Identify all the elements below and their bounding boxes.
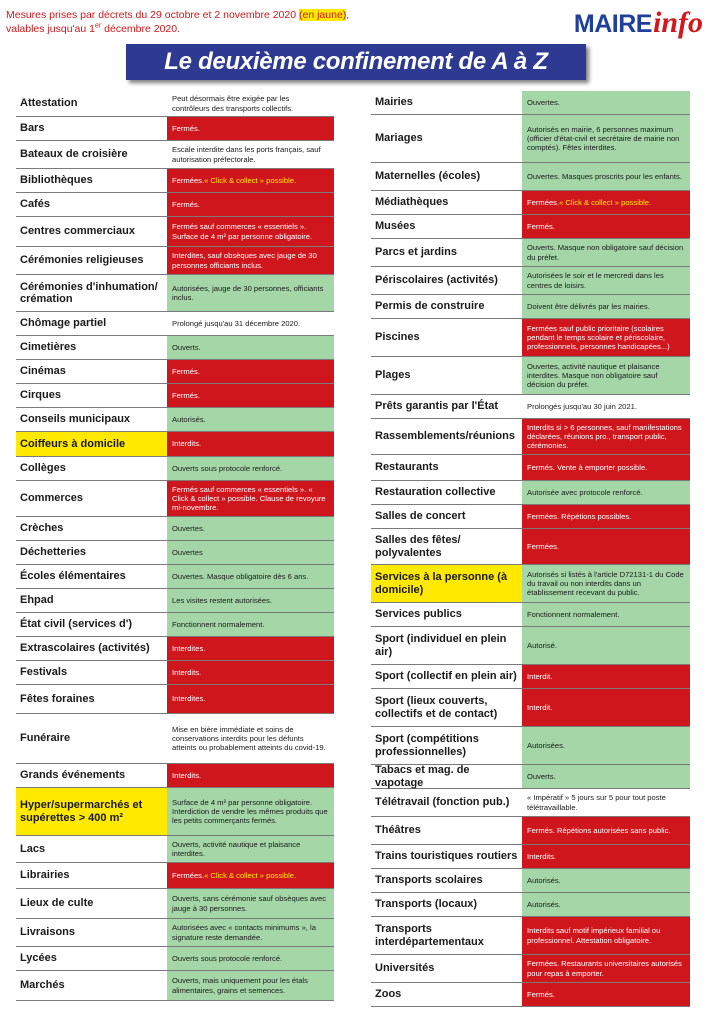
- measure-status-green: Ouverts. Masque non obligatoire sauf décision du préfet.: [522, 239, 690, 266]
- table-row-coiffeurs-a-domicile: [16, 432, 334, 457]
- measure-name: Extrascolaires (activités): [16, 637, 167, 660]
- measure-status-red: Interdits.: [167, 764, 334, 787]
- measure-status-red: Fermés.: [167, 193, 334, 216]
- measure-name: Tabacs et mag. de vapotage: [371, 765, 522, 788]
- measure-name: Chômage partiel: [16, 312, 167, 335]
- table-row-tabacs-et-mag-de-vapotage: [371, 765, 690, 789]
- table-row-periscolaires-activites: [371, 267, 690, 295]
- measure-status-green: Autorisé.: [522, 627, 690, 664]
- measure-status-red: Fermées. Répétions possibles.: [522, 505, 690, 528]
- table-row-restauration-collective: [371, 481, 690, 505]
- measure-name: Services publics: [371, 603, 522, 626]
- measure-name: Médiathèques: [371, 191, 522, 214]
- measure-name: Attestation: [16, 91, 167, 116]
- table-row-chomage-partiel: [16, 312, 334, 336]
- measure-status-green: Fonctionnent normalement.: [522, 603, 690, 626]
- table-row-prets-garantis-par-l-etat: [371, 395, 690, 419]
- measure-status-red: Fermés.: [522, 215, 690, 238]
- measure-name: Services à la personne (à domicile): [371, 565, 522, 602]
- measure-name: Cafés: [16, 193, 167, 216]
- measure-name: Transports scolaires: [371, 869, 522, 892]
- measure-name: Mairies: [371, 91, 522, 114]
- table-row-lacs: [16, 836, 334, 863]
- measure-status-green: Autorisés.: [522, 869, 690, 892]
- intro-text: ,: [346, 9, 350, 21]
- measure-status-red: Fermés sauf commerces « essentiels ». Surface de 4 m² par personne obligatoire.: [167, 217, 334, 246]
- measure-name: Sport (compétitions professionnelles): [371, 727, 522, 764]
- measure-status-red: Interdites.: [167, 685, 334, 713]
- measure-name: Plages: [371, 357, 522, 394]
- measure-status-green: Ouvertes: [167, 541, 334, 564]
- measure-status-green: Autorisées.: [522, 727, 690, 764]
- measure-status-red: Interdites.: [167, 637, 334, 660]
- table-row-zoos: [371, 983, 690, 1007]
- table-row-librairies: [16, 863, 334, 889]
- measure-status-green: Ouverts.: [167, 336, 334, 359]
- measure-name: Livraisons: [16, 919, 167, 946]
- table-row-permis-de-construire: [371, 295, 690, 319]
- measure-status-green: Ouverts.: [522, 765, 690, 788]
- measure-name: Grands événements: [16, 764, 167, 787]
- measure-name: Crèches: [16, 517, 167, 540]
- table-row-dechetteries: [16, 541, 334, 565]
- table-row-cirques: [16, 384, 334, 408]
- table-row-services-publics: [371, 603, 690, 627]
- measure-status-red: Fermés sauf commerces « essentiels ». « Click & collect » possible. Clause de revoyure mi-novembre.: [167, 481, 334, 516]
- measure-name: Festivals: [16, 661, 167, 684]
- measure-name: Rassemblements/réunions: [371, 419, 522, 454]
- table-row-sport-competitions-professionnelles: [371, 727, 690, 765]
- measure-name: Cérémonies d'inhumation/ crémation: [16, 275, 167, 311]
- table-row-centres-commerciaux: [16, 217, 334, 247]
- measure-status-red: Interdits.: [522, 845, 690, 868]
- table-row-plages: [371, 357, 690, 395]
- measure-name: Sport (lieux couverts, collectifs et de contact): [371, 689, 522, 726]
- measure-status-red: Fermés.: [167, 360, 334, 383]
- measure-status-red: Fermés.: [522, 983, 690, 1006]
- measure-name: Transports (locaux): [371, 893, 522, 916]
- measure-name: Théâtres: [371, 817, 522, 844]
- measure-name: Hyper/supermarchés et supérettes > 400 m²: [16, 788, 167, 835]
- measure-status-white: « Impératif » 5 jours sur 5 pour tout poste télétravaillable.: [522, 789, 690, 816]
- table-row-festivals: [16, 661, 334, 685]
- table-row-creches: [16, 517, 334, 541]
- measure-name: Coiffeurs à domicile: [16, 432, 167, 456]
- table-row-ceremonies-d-inhumation-cremation: [16, 275, 334, 312]
- table-row-teletravail-fonction-pub: [371, 789, 690, 817]
- measure-status-red: Interdit.: [522, 689, 690, 726]
- measure-status-green: Doivent être délivrés par les mairies.: [522, 295, 690, 318]
- measure-status-red: Interdit.: [522, 665, 690, 688]
- measure-name: Sport (collectif en plein air): [371, 665, 522, 688]
- measure-status-green: Ouverts sous protocole renforcé.: [167, 947, 334, 970]
- highlight-legend: (en jaune): [299, 9, 347, 21]
- measure-name: Restauration collective: [371, 481, 522, 504]
- measure-status-green: Autorisés.: [522, 893, 690, 916]
- table-row-transports-locaux: [371, 893, 690, 917]
- measure-status-red: Fermées. « Click & collect » possible.: [167, 863, 334, 888]
- measure-status-green: Autorisées avec « contacts minimums », la signature reste demandée.: [167, 919, 334, 946]
- intro-text: décembre 2020.: [101, 23, 181, 35]
- table-row-mariages: [371, 115, 690, 163]
- measure-name: Périscolaires (activités): [371, 267, 522, 294]
- measure-name: Écoles élémentaires: [16, 565, 167, 588]
- table-row-bibliotheques: [16, 169, 334, 193]
- table-row-marches: [16, 971, 334, 1001]
- measure-name: Maternelles (écoles): [371, 163, 522, 190]
- measure-status-green: Autorisés.: [167, 408, 334, 431]
- measure-status-red: Fermés.: [167, 384, 334, 407]
- intro-text: Mesures prises par décrets du 29 octobre et 2 novembre 2020: [6, 9, 299, 21]
- measure-name: Cirques: [16, 384, 167, 407]
- measure-status-green: Autorisées, jauge de 30 personnes, officiants inclus.: [167, 275, 334, 311]
- measure-name: Bars: [16, 117, 167, 140]
- measure-status-green: Surface de 4 m² par personne obligatoire. Interdiction de vendre les mêmes produits que les petits commerçants fermés.: [167, 788, 334, 835]
- measure-status-red: Interdits sauf motif impérieux familial ou professionnel. Attestation obligatoire.: [522, 917, 690, 954]
- table-row-extrascolaires-activites: [16, 637, 334, 661]
- measure-name: Cimetières: [16, 336, 167, 359]
- table-row-universites: [371, 955, 690, 983]
- measure-status-green: Ouverts, sans cérémonie sauf obsèques avec jauge à 30 personnes.: [167, 889, 334, 918]
- measure-status-green: Autorisés si listés à l'article D72131-1 du Code du travail ou non interdits dans un établissement recevant du public.: [522, 565, 690, 602]
- table-row-restaurants: [371, 455, 690, 481]
- measure-name: Prêts garantis par l'État: [371, 395, 522, 418]
- measure-status-green: Ouvertes. Masque obligatoire dès 6 ans.: [167, 565, 334, 588]
- measure-status-green: Ouverts, activité nautique et plaisance interdites.: [167, 836, 334, 862]
- measure-name: Fêtes foraines: [16, 685, 167, 713]
- measure-name: Collèges: [16, 457, 167, 480]
- measure-status-green: Ouvertes.: [522, 91, 690, 114]
- measure-name: Zoos: [371, 983, 522, 1006]
- measure-name: Marchés: [16, 971, 167, 1000]
- table-row-livraisons: [16, 919, 334, 947]
- measure-status-red: Interdites, sauf obsèques avec jauge de 30 personnes officiants inclus.: [167, 247, 334, 274]
- measure-name: Funéraire: [16, 714, 167, 763]
- intro-note: [6, 8, 406, 36]
- measure-status-white: Prolongé jusqu'au 31 décembre 2020.: [167, 312, 334, 335]
- page-title: Le deuxième confinement de A à Z: [126, 44, 586, 80]
- measure-status-red: Fermées. « Click & collect » possible.: [167, 169, 334, 192]
- measure-status-white: Mise en bière immédiate et soins de conservations interdits pour les défunts atteints ou probablement atteints du covid-19.: [167, 714, 334, 763]
- table-row-cinemas: [16, 360, 334, 384]
- table-row-funeraire: [16, 714, 334, 764]
- measure-name: Piscines: [371, 319, 522, 356]
- table-row-colleges: [16, 457, 334, 481]
- table-row-trains-touristiques-routiers: [371, 845, 690, 869]
- measure-name: Lacs: [16, 836, 167, 862]
- measure-status-white: Escale interdite dans les ports français, sauf autorisation préfectorale.: [167, 141, 334, 168]
- measure-status-red: Interdits si > 6 personnes, sauf manifestations déclarées, réunions pro., transport public, cérémonies.: [522, 419, 690, 454]
- measure-status-green: Ouvertes. Masques proscrits pour les enfants.: [522, 163, 690, 190]
- measure-status-red: Fermées sauf public prioritaire (scolaires pendant le temps scolaire et périscolaire, professionnels, personnes handicapées...): [522, 319, 690, 356]
- measure-name: Centres commerciaux: [16, 217, 167, 246]
- measure-status-red: Fermées.: [522, 529, 690, 564]
- measure-name: Cérémonies religieuses: [16, 247, 167, 274]
- table-row-lieux-de-culte: [16, 889, 334, 919]
- measure-name: Mariages: [371, 115, 522, 162]
- table-row-ehpad: [16, 589, 334, 613]
- logo-script: info: [652, 6, 703, 39]
- table-row-cafes: [16, 193, 334, 217]
- measure-status-white: Peut désormais être exigée par les contrôleurs des transports collectifs.: [167, 91, 334, 116]
- table-row-piscines: [371, 319, 690, 357]
- measure-status-green: Autorisés en mairie, 6 personnes maximum (officier d'état-civil et secrétaire de mairie non comptés). Fêtes interdites.: [522, 115, 690, 162]
- measure-name: Sport (individuel en plein air): [371, 627, 522, 664]
- table-row-musees: [371, 215, 690, 239]
- table-row-transports-interdepartementaux: [371, 917, 690, 955]
- table-row-attestation: [16, 91, 334, 117]
- table-row-etat-civil-services-d: [16, 613, 334, 637]
- table-row-bateaux-de-croisiere: [16, 141, 334, 169]
- table-row-cimetieres: [16, 336, 334, 360]
- table-row-parcs-et-jardins: [371, 239, 690, 267]
- table-row-grands-evenements: [16, 764, 334, 788]
- measure-status-green: Autorisées le soir et le mercredi dans les centres de loisirs.: [522, 267, 690, 294]
- measure-name: Universités: [371, 955, 522, 982]
- measure-name: Parcs et jardins: [371, 239, 522, 266]
- measure-name: Cinémas: [16, 360, 167, 383]
- maireinfo-logo: [574, 6, 703, 42]
- measure-name: État civil (services d'): [16, 613, 167, 636]
- measure-status-red: Interdits.: [167, 432, 334, 456]
- measure-status-red: Fermés. Vente à emporter possible.: [522, 455, 690, 480]
- measure-status-red: Interdits.: [167, 661, 334, 684]
- measure-name: Télétravail (fonction pub.): [371, 789, 522, 816]
- measure-name: Librairies: [16, 863, 167, 888]
- measure-status-red: Fermés. Répétions autorisées sans public.: [522, 817, 690, 844]
- table-row-rassemblements-reunions: [371, 419, 690, 455]
- table-row-sport-lieux-couverts-collectifs-et-de-contact: [371, 689, 690, 727]
- measure-status-green: Ouverts sous protocole renforcé.: [167, 457, 334, 480]
- measure-status-green: Ouverts, mais uniquement pour les étals alimentaires, grains et semences.: [167, 971, 334, 1000]
- table-row-salles-des-fetes-polyvalentes: [371, 529, 690, 565]
- table-row-mediatheques: [371, 191, 690, 215]
- measure-name: Bateaux de croisière: [16, 141, 167, 168]
- table-row-hyper-supermarches-et-superettes-400-m: [16, 788, 334, 836]
- table-row-transports-scolaires: [371, 869, 690, 893]
- table-row-sport-individuel-en-plein-air: [371, 627, 690, 665]
- table-row-sport-collectif-en-plein-air: [371, 665, 690, 689]
- measure-status-green: Autorisée avec protocole renforcé.: [522, 481, 690, 504]
- measure-name: Lycées: [16, 947, 167, 970]
- measure-name: Permis de construire: [371, 295, 522, 318]
- measure-name: Lieux de culte: [16, 889, 167, 918]
- measure-name: Musées: [371, 215, 522, 238]
- measure-status-white: Prolongés jusqu'au 30 juin 2021.: [522, 395, 690, 418]
- table-row-ecoles-elementaires: [16, 565, 334, 589]
- measure-status-green: Ouvertes, activité nautique et plaisance interdites. Masque non obligatoire sauf décision du préfet.: [522, 357, 690, 394]
- measure-name: Bibliothèques: [16, 169, 167, 192]
- measure-name: Salles de concert: [371, 505, 522, 528]
- intro-sup: er: [94, 22, 102, 30]
- measure-status-green: Les visites restent autorisées.: [167, 589, 334, 612]
- left-column-table: [16, 91, 334, 1001]
- measure-name: Trains touristiques routiers: [371, 845, 522, 868]
- logo-main: MAIRE: [573, 10, 652, 38]
- intro-text: valables jusqu'au 1: [6, 23, 95, 35]
- measure-status-red: Fermés.: [167, 117, 334, 140]
- measure-name: Ehpad: [16, 589, 167, 612]
- table-row-lycees: [16, 947, 334, 971]
- table-row-bars: [16, 117, 334, 141]
- table-row-conseils-municipaux: [16, 408, 334, 432]
- table-row-maternelles-ecoles: [371, 163, 690, 191]
- table-row-ceremonies-religieuses: [16, 247, 334, 275]
- measure-name: Conseils municipaux: [16, 408, 167, 431]
- measure-name: Déchetteries: [16, 541, 167, 564]
- table-row-services-a-la-personne-a-domicile: [371, 565, 690, 603]
- measure-name: Commerces: [16, 481, 167, 516]
- measure-name: Transports interdépartementaux: [371, 917, 522, 954]
- table-row-salles-de-concert: [371, 505, 690, 529]
- measure-status-red: Fermées. Restaurants universitaires autorisés pour repas à emporter.: [522, 955, 690, 982]
- measure-status-red: Fermées. « Click & collect » possible.: [522, 191, 690, 214]
- measure-name: Salles des fêtes/ polyvalentes: [371, 529, 522, 564]
- table-row-fetes-foraines: [16, 685, 334, 714]
- measure-status-green: Fonctionnent normalement.: [167, 613, 334, 636]
- measure-status-green: Ouvertes.: [167, 517, 334, 540]
- table-row-theatres: [371, 817, 690, 845]
- table-row-mairies: [371, 91, 690, 115]
- right-column-table: [371, 91, 690, 1007]
- table-row-commerces: [16, 481, 334, 517]
- measure-name: Restaurants: [371, 455, 522, 480]
